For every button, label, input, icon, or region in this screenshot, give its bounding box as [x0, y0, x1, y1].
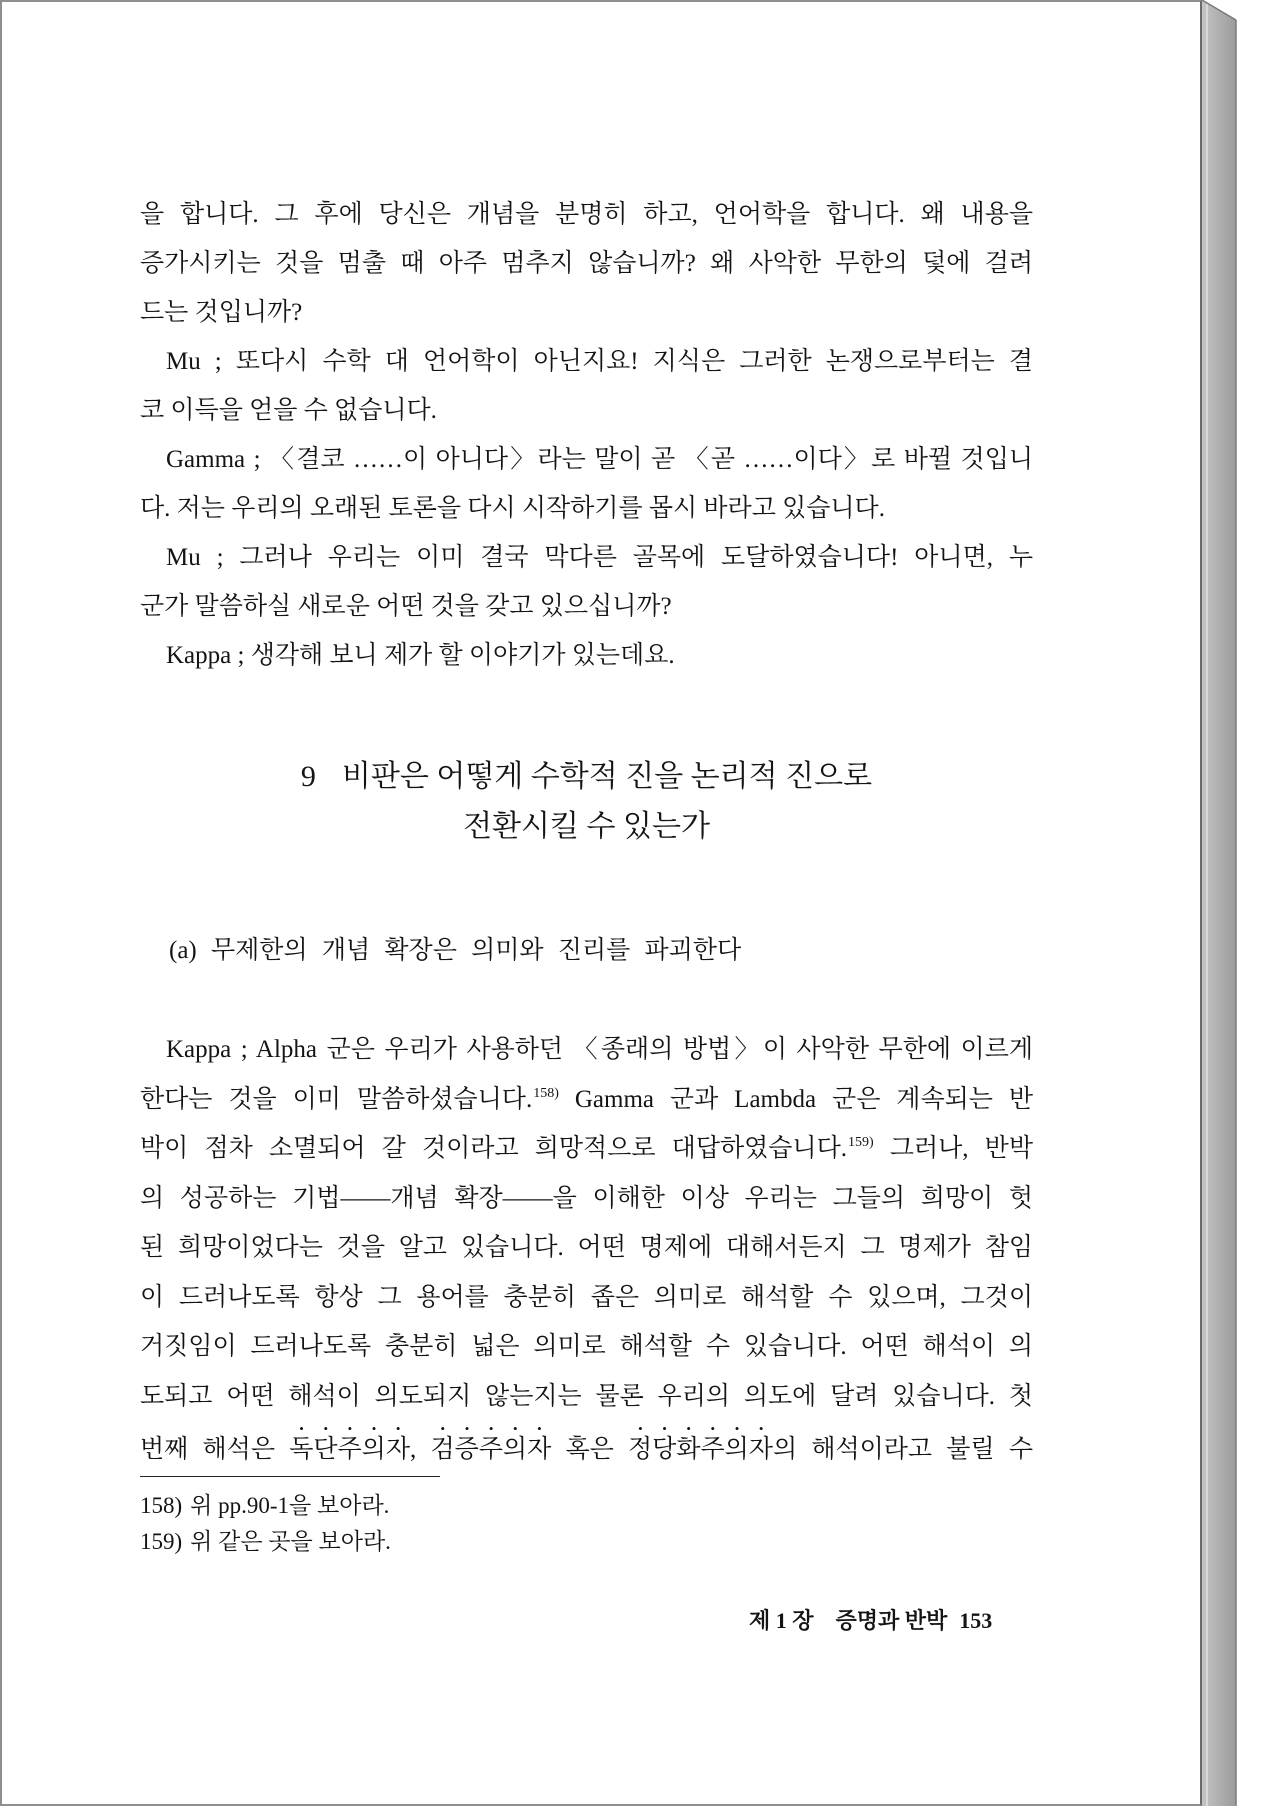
text-line: 의 성공하는 기법——개념 확장——을 이해한 이상 우리는 그들의 희망이 헛: [140, 1184, 1033, 1212]
text-segment: ,: [410, 1436, 431, 1463]
body-paragraph: [140, 1025, 1033, 1471]
text-line: 을 합니다. 그 후에 당신은 개념을 분명히 하고, 언어학을 합니다. 왜 내용을: [140, 201, 1033, 228]
text-line: [140, 1421, 1033, 1471]
emphasized-term: 독단주의자: [289, 1436, 410, 1463]
subsection-heading: (a) 무제한의 개념 확장은 의미와 진리를 파괴한다: [169, 937, 742, 964]
footnote-text: 위 pp.90-1을 보아라.: [190, 1493, 390, 1518]
emphasized-term: 검증주의자: [430, 1436, 552, 1463]
text-line: 군가 말씀하실 새로운 어떤 것을 갖고 있으십니까?: [140, 593, 672, 620]
footnote-ref-159: 159): [847, 1135, 874, 1150]
speaker-line-kappa: Kappa ; 생각해 보니 제가 할 이야기가 있는데요.: [166, 642, 675, 669]
emphasized-term: 정당화주의자: [628, 1436, 773, 1463]
text-segment: 그러나, 반박: [873, 1135, 1033, 1162]
footnote-text: 위 같은 곳을 보아라.: [190, 1529, 391, 1554]
section-heading-line-1: [140, 752, 1033, 802]
footnote-ref-158: 158): [533, 1085, 559, 1101]
running-footer: [749, 1608, 992, 1634]
text-segment: 의 해석이라고 불릴 수: [772, 1436, 1033, 1463]
text-line: 도되고 어떤 해석이 의도되지 않는지는 물론 우리의 의도에 달려 있습니다. 첫: [140, 1382, 1033, 1410]
text-segment: 번째 해석은: [140, 1436, 290, 1463]
footnote-159: [140, 1524, 391, 1560]
footnote-marker: 158): [140, 1493, 183, 1518]
footnote-divider: [140, 1476, 440, 1477]
text-line: 다. 저는 우리의 오래된 토론을 다시 시작하기를 몹시 바라고 있습니다.: [140, 495, 885, 522]
text-segment: Gamma 군과 Lambda 군은 계속되는 반: [558, 1085, 1033, 1113]
footnote-marker: 159): [140, 1529, 183, 1554]
text-line: 이 드러나도록 항상 그 용어를 충분히 좁은 의미로 해석할 수 있으며, 그것이: [140, 1283, 1033, 1311]
section-number: 9: [300, 760, 316, 793]
text-line: 된 희망이었다는 것을 알고 있습니다. 어떤 명제에 대해서든지 그 명제가 참임: [140, 1234, 1033, 1261]
chapter-title: 증명과 반박: [835, 1608, 948, 1633]
chapter-label: 제 1 장: [749, 1608, 814, 1633]
speaker-line-mu: Mu ; 그러나 우리는 이미 결국 막다른 골목에 도달하였습니다! 아니면, 누: [166, 544, 1033, 571]
section-title-part-2: 전환시킬 수 있는가: [463, 810, 710, 843]
text-line: 코 이득을 얻을 수 없습니다.: [140, 397, 437, 424]
text-segment: 한다는 것을 이미 말씀하셨습니다.: [140, 1085, 533, 1113]
section-heading-line-2: [140, 802, 1033, 852]
text-line: [140, 1075, 1033, 1125]
speaker-line-mu: Mu ; 또다시 수학 대 언어학이 아닌지요! 지식은 그러한 논쟁으로부터는 결: [166, 348, 1033, 375]
section-title-part-1: 비판은 어떻게 수학적 진을 논리적 진으로: [341, 760, 873, 793]
section-heading: [140, 752, 1033, 852]
text-line: 증가시키는 것을 멈출 때 아주 멈추지 않습니까? 왜 사악한 무한의 덫에 걸려: [140, 250, 1033, 277]
text-line: [140, 1124, 1033, 1174]
dialogue-block: [140, 190, 1033, 680]
footnote-158: [140, 1488, 391, 1524]
text-line: 드는 것입니까?: [140, 299, 303, 326]
speaker-line-gamma: Gamma ; 〈결코 ……이 아니다〉라는 말이 곧 〈곧 ……이다〉로 바뀔 것입니: [166, 446, 1033, 473]
text-segment: 박이 점차 소멸되어 갈 것이라고 희망적으로 대답하였습니다.: [140, 1135, 847, 1162]
page-number: 153: [959, 1608, 993, 1633]
speaker-line-kappa: Kappa ; Alpha 군은 우리가 사용하던 〈종래의 방법〉이 사악한 무한에 이르게: [166, 1036, 1033, 1063]
text-segment: 혹은: [551, 1436, 629, 1463]
page-stack-edge: [1202, 0, 1266, 1806]
text-line: 거짓임이 드러나도록 충분히 넓은 의미로 해석할 수 있습니다. 어떤 해석이 의: [140, 1333, 1033, 1360]
footnotes: [140, 1488, 391, 1560]
